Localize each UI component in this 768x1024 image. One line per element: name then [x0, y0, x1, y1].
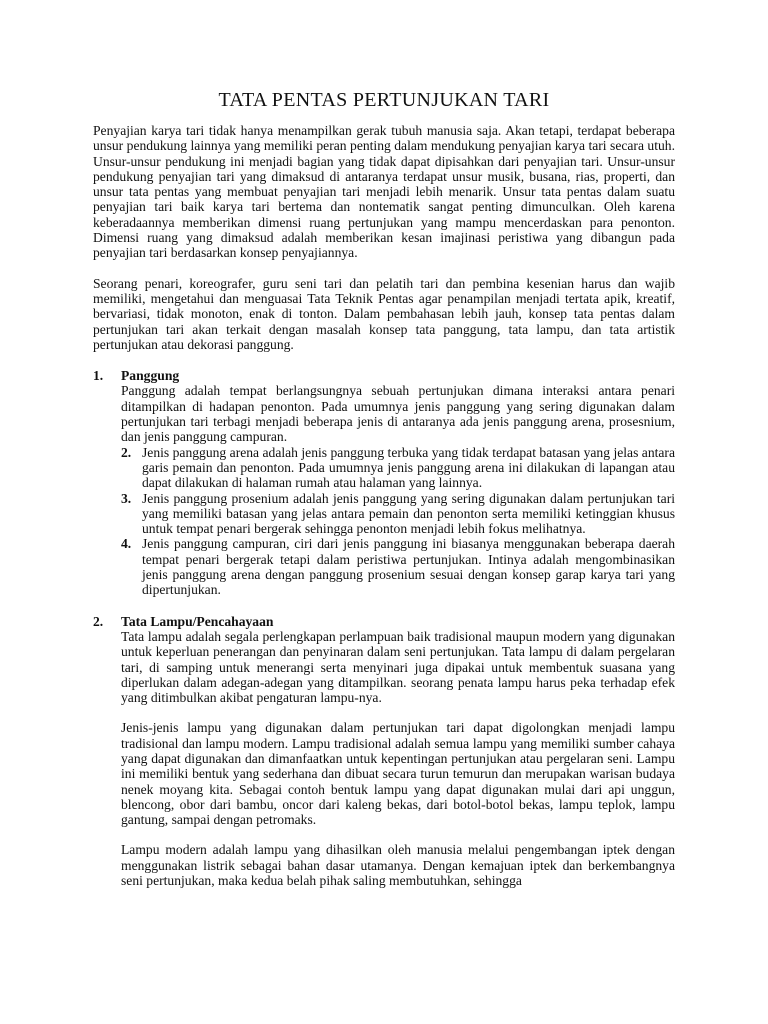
list-item-campuran [121, 536, 675, 597]
list-item-arena [121, 445, 675, 491]
intro-paragraph-1: Penyajian karya tari tidak hanya menampilkan gerak tubuh manusia saja. Akan tetapi, terdapat beberapa unsur pendukung lainnya yang memiliki peran penting dalam mendukung penyajian karya tari secara utuh. Unsur-unsur pendukung ini menjadi bagian yang tidak dapat dipisahkan dari penyajian tari. Unsur-unsur pendukung penyajian tari yang dimaksud di antaranya terdapat unsur musik, busana, rias, properti, dan unsur tata pentas yang membuat penyajian tari menjadi lebih menarik. Unsur tata pentas dalam suatu penyajian tari baik karya tari bertema dan nontematik sangat penting dimunculkan. Oleh karena keberadaannya memberikan dimensi ruang pertunjukan yang mampu mencerdaskan para penonton. Dimensi ruang yang dimaksud adalah memberikan kesan imajinasi peristiwa yang dibangun pada penyajian tari berdasarkan konsep penyajiannya. [93, 123, 675, 261]
section-heading [93, 614, 675, 629]
list-item-number: 2. [121, 444, 132, 460]
list-item-number: 4. [121, 536, 132, 552]
section-heading-text: Tata Lampu/Pencahayaan [121, 613, 274, 629]
list-item-text: Jenis panggung prosenium adalah jenis panggung yang sering digunakan dalam pertunjukan tari yang memiliki batasan yang jelas antara pemain dan penonton serta memiliki ketinggian khusus untuk tempat penari bergerak sehingga penonton menjadi lebih fokus melihatnya. [142, 490, 675, 537]
section-heading [93, 368, 675, 383]
list-item-prosenium [121, 491, 675, 537]
section-paragraph: Jenis-jenis lampu yang digunakan dalam pertunjukan tari dapat digolongkan menjadi lampu tradisional dan lampu modern. Lampu tradisional adalah semua lampu yang memiliki sumber cahaya yang dapat digunakan dan dimanfaatkan untuk kepentingan pertunjukan atau pergelaran seni. Lampu ini memiliki bentuk yang sederhana dan dibuat secara turun temurun dan merupakan warisan budaya nenek moyang kita. Sebagai contoh bentuk lampu yang dapat digunakan mulai dari api unggun, blencong, obor dari bambu, oncor dari kaleng bekas, dari botol-botol bekas, lampu teplok, lampu gantung, sampai dengan petromaks. [121, 720, 675, 828]
document-title: TATA PENTAS PERTUNJUKAN TARI [218, 89, 550, 111]
section-panggung [93, 368, 675, 597]
list-item-text: Jenis panggung arena adalah jenis panggung terbuka yang tidak terdapat batasan yang jelas antara garis pemain dan penonton. Pada umumnya jenis panggung arena ini dilakukan di lapangan atau dapat dilakukan di halaman rumah atau halaman yang lainnya. [142, 444, 675, 491]
section-paragraph: Panggung adalah tempat berlangsungnya sebuah pertunjukan dimana interaksi antara penari ditampilkan di hadapan penonton. Pada umumnya jenis panggung yang sering digunakan dalam pertunjukan tari terbagi menjadi beberapa jenis di antaranya ada jenis panggung arena, prosesnium, dan jenis panggung campuran. [121, 383, 675, 445]
section-paragraph: Tata lampu adalah segala perlengkapan perlampuan baik tradisional maupun modern yang digunakan untuk keperluan penerangan dan penyinaran dalam seni pertunjukan. Tata lampu di dalam pergelaran tari, di samping untuk menerangi serta menyinari juga dipakai untuk membentuk suasana yang diperlukan dalam adegan-adegan yang ditampilkan. seorang penata lampu harus peka terhadap efek yang ditimbulkan akibat pengaturan lampu-nya. [121, 628, 675, 706]
stage-types-list [121, 445, 675, 598]
section-number: 2. [93, 613, 104, 629]
section-number: 1. [93, 368, 104, 384]
section-body [93, 383, 675, 597]
list-item-number: 3. [121, 490, 132, 506]
intro-paragraph-2: Seorang penari, koreografer, guru seni tari dan pelatih tari dan pembina kesenian harus dan wajib memiliki, mengetahui dan menguasai Tata Teknik Pentas agar penampilan menjadi tertata apik, kreatif, bervariasi, tidak monoton, enak di tonton. Dalam pembahasan lebih jauh, konsep tata pentas dalam pertunjukan tari akan terkait dengan masalah konsep tata panggung, tata lampu, dan tata artistik pertunjukan atau dekorasi panggung. [93, 275, 675, 352]
list-item-text: Jenis panggung campuran, ciri dari jenis panggung ini biasanya menggunakan beberapa daerah tempat penari bergerak tetapi dalam peristiwa pertunjukan. Intinya adalah mengombinasikan jenis panggung arena dengan panggung prosenium sesuai dengan konsep garap karya tari yang dipertunjukan. [142, 536, 675, 598]
section-tata-lampu [93, 614, 675, 889]
section-paragraph: Lampu modern adalah lampu yang dihasilkan oleh manusia melalui pengembangan iptek dengan menggunakan listrik sebagai bahan dasar utamanya. Dengan kemajuan iptek dan berkembangnya seni pertunjukan, maka kedua belah pihak saling membutuhkan, sehingga [121, 842, 675, 889]
section-heading-text: Panggung [121, 368, 180, 384]
section-body [93, 629, 675, 888]
